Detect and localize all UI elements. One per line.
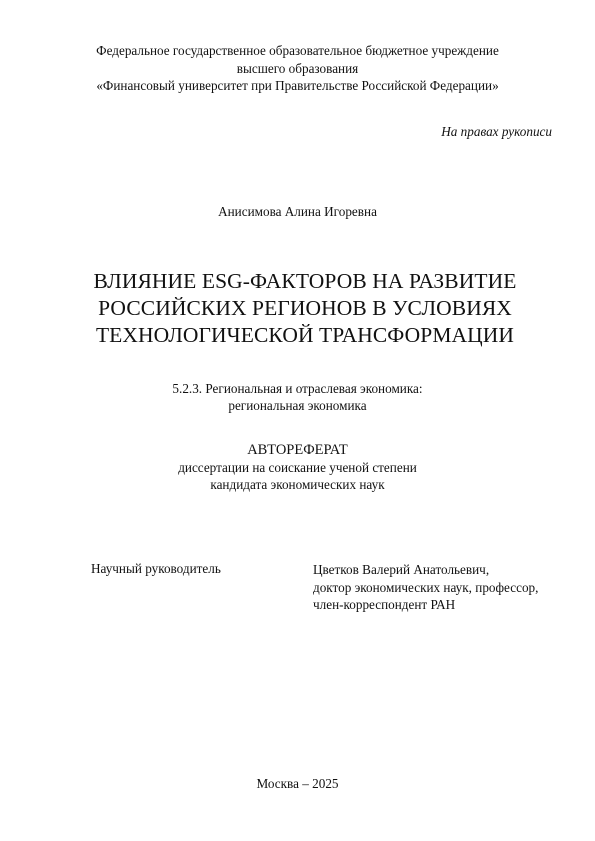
specialty-line-1: 5.2.3. Региональная и отраслевая экономика: bbox=[172, 381, 423, 396]
title-line-1: ВЛИЯНИЕ ESG-ФАКТОРОВ НА РАЗВИТИЕ bbox=[93, 269, 517, 293]
specialty-line-2: региональная экономика bbox=[228, 398, 367, 413]
institution-block bbox=[0, 42, 595, 95]
institution-line-3: «Финансовый университет при Правительстве Российской Федерации» bbox=[96, 78, 499, 93]
institution-line-2: высшего образования bbox=[236, 60, 359, 76]
abstract-block bbox=[0, 442, 595, 493]
abstract-heading: АВТОРЕФЕРАТ bbox=[247, 442, 348, 458]
supervisor-degree: доктор экономических наук, профессор, bbox=[313, 579, 539, 595]
dissertation-title bbox=[80, 268, 530, 349]
author-name: Анисимова Алина Игоревна bbox=[218, 204, 377, 219]
institution-line-1: Федеральное государственное образовательное бюджетное учреждение bbox=[96, 43, 499, 58]
supervisor-label: Научный руководитель bbox=[91, 561, 221, 576]
abstract-line-2: кандидата экономических наук bbox=[210, 477, 385, 492]
title-line-2: РОССИЙСКИХ РЕГИОНОВ В УСЛОВИЯХ bbox=[98, 296, 512, 320]
supervisor-name: Цветков Валерий Анатольевич, bbox=[313, 562, 490, 577]
title-line-3: ТЕХНОЛОГИЧЕСКОЙ ТРАНСФОРМАЦИИ bbox=[95, 323, 515, 347]
supervisor-rank: член-корреспондент РАН bbox=[313, 597, 456, 612]
specialty-block bbox=[0, 380, 595, 414]
abstract-line-1: диссертации на соискание ученой степени bbox=[178, 460, 417, 475]
city-year: Москва – 2025 bbox=[256, 776, 339, 791]
supervisor-info bbox=[313, 561, 538, 614]
manuscript-note: На правах рукописи bbox=[441, 124, 552, 139]
